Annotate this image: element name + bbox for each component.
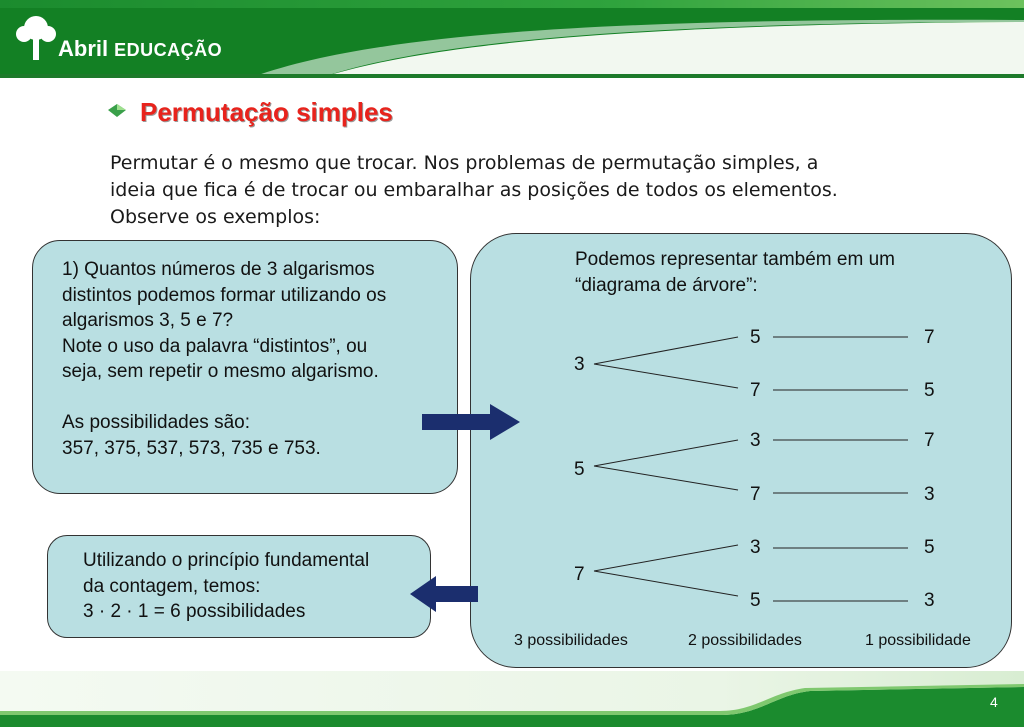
principle-line: Utilizando o princípio fundamental (83, 550, 370, 571)
tree-footer-label: 3 possibilidades (514, 632, 628, 649)
tree-footer-label: 2 possibilidades (688, 632, 802, 649)
tree-root-node: 5 (574, 459, 585, 480)
tree-root-node: 3 (574, 354, 585, 375)
example-line: Note o uso da palavra “distintos”, ou (62, 335, 368, 357)
tree-mid-node: 7 (750, 380, 761, 401)
example-line: 357, 375, 537, 573, 735 e 753. (62, 437, 321, 459)
tree-mid-node: 3 (750, 537, 761, 558)
logo-sub-text: EDUCAÇÃO (114, 40, 223, 60)
tree-intro-line: Podemos representar também em um (575, 249, 895, 270)
footer-background (0, 671, 1024, 727)
tree-footer-label: 1 possibilidade (865, 632, 971, 649)
tree-leaf-node: 7 (924, 430, 935, 451)
example-line: distintos podemos formar utilizando os (62, 284, 387, 306)
intro-line: Permutar é o mesmo que trocar. Nos problemas de permutação simples, a (110, 152, 819, 174)
principle-line: 3 · 2 · 1 = 6 possibilidades (83, 601, 306, 622)
logo-main-text: Abril (58, 36, 109, 61)
example-line: algarismos 3, 5 e 7? (62, 310, 234, 331)
tree-leaf-node: 7 (924, 327, 935, 348)
tree-mid-node: 7 (750, 484, 761, 505)
example-line: As possibilidades são: (62, 412, 250, 433)
tree-leaf-node: 5 (924, 380, 935, 401)
page-number: 4 (990, 694, 998, 710)
arrow-right-icon (420, 402, 522, 442)
tree-mid-node: 5 (750, 590, 761, 611)
tree-leaf-node: 3 (924, 590, 935, 611)
intro-line: ideia que fica é de trocar ou embaralhar as posições de todos os elementos. (110, 179, 838, 201)
footer-banner (0, 671, 1024, 727)
tree-intro-line: “diagrama de árvore”: (575, 274, 758, 296)
page-title: Permutação simples (140, 97, 393, 127)
arrow-left-icon (408, 574, 480, 614)
example-line: 1) Quantos números de 3 algarismos (62, 259, 375, 280)
tree-mid-node: 5 (750, 327, 761, 348)
principle-line: da contagem, temos: (83, 575, 261, 597)
intro-line: Observe os exemplos: (110, 206, 321, 228)
tree-leaf-node: 3 (924, 484, 935, 505)
example-line: seja, sem repetir o mesmo algarismo. (62, 361, 379, 382)
tree-mid-node: 3 (750, 430, 761, 451)
tree-root-node: 7 (574, 564, 585, 585)
tree-leaf-node: 5 (924, 537, 935, 558)
